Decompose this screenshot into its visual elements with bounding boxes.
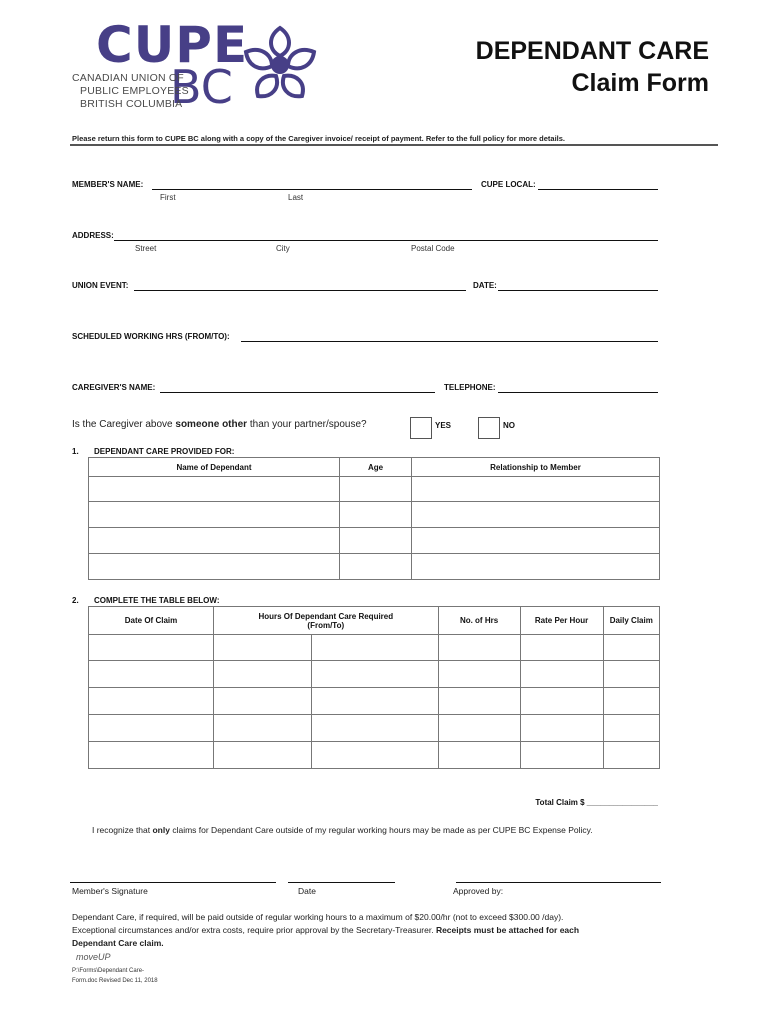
dependant-name-cell[interactable] <box>89 502 340 528</box>
claim-date-cell[interactable] <box>89 635 214 661</box>
recognize-post: claims for Dependant Care outside of my regular working hours may be made as per CUPE BC Expense Policy. <box>169 825 593 835</box>
dependant-age-cell[interactable] <box>340 502 412 528</box>
date-signature-label: Date <box>298 886 316 896</box>
logo-org-line3: BRITISH COLUMBIA <box>80 98 183 110</box>
street-caption: Street <box>135 244 157 253</box>
payment-note-line3: Dependant Care claim. <box>72 938 164 948</box>
dependant-relationship-cell[interactable] <box>412 477 660 502</box>
recognize-bold: only <box>152 825 170 835</box>
claim-from-cell[interactable] <box>214 715 312 742</box>
scheduled-hrs-field[interactable] <box>241 332 658 342</box>
dependant-table <box>88 457 660 580</box>
logo-bc-text: BC <box>170 60 233 114</box>
section2-number: 2. <box>72 596 79 605</box>
telephone-field[interactable] <box>498 383 658 393</box>
section1-number: 1. <box>72 447 79 456</box>
claim-to-cell[interactable] <box>312 661 439 688</box>
table-row <box>89 635 660 661</box>
col-no-of-hrs: No. of Hrs <box>438 607 520 635</box>
claim-daily-cell[interactable] <box>603 715 659 742</box>
col-rate-per-hour: Rate Per Hour <box>520 607 603 635</box>
logo-cupe-text: CUPE <box>96 16 249 74</box>
dependant-relationship-cell[interactable] <box>412 554 660 580</box>
approved-by-line[interactable] <box>456 882 661 883</box>
dependant-age-cell[interactable] <box>340 554 412 580</box>
cupe-flower-logo-icon <box>238 22 322 106</box>
claim-to-cell[interactable] <box>312 688 439 715</box>
claim-daily-cell[interactable] <box>603 661 659 688</box>
instructions-text: Please return this form to CUPE BC along with a copy of the Caregiver invoice/ receipt of payment. Refer to the full policy for more details. <box>72 134 566 143</box>
claim-from-cell[interactable] <box>214 661 312 688</box>
col-relationship: Relationship to Member <box>412 458 660 477</box>
table-row <box>89 554 660 580</box>
col-age: Age <box>340 458 412 477</box>
logo-org-line1: CANADIAN UNION OF <box>72 72 184 84</box>
table-row <box>89 742 660 769</box>
yes-checkbox[interactable] <box>410 417 432 439</box>
table-row <box>89 528 660 554</box>
claim-from-cell[interactable] <box>214 688 312 715</box>
dependant-name-cell[interactable] <box>89 528 340 554</box>
payment-note-line2 <box>72 925 579 935</box>
col-date-of-claim: Date Of Claim <box>89 607 214 635</box>
col-daily-claim: Daily Claim <box>603 607 659 635</box>
footer-path-line1: P:\Forms\Dependant Care- <box>72 968 145 974</box>
member-signature-label: Member's Signature <box>72 886 148 896</box>
table-row <box>89 502 660 528</box>
claim-to-cell[interactable] <box>312 715 439 742</box>
recognition-statement <box>92 825 593 835</box>
dependant-name-cell[interactable] <box>89 477 340 502</box>
moveup-logo: moveUP <box>76 952 111 962</box>
claim-date-cell[interactable] <box>89 742 214 769</box>
question-text-post: than your partner/spouse? <box>247 419 367 430</box>
claim-from-cell[interactable] <box>214 635 312 661</box>
first-name-caption: First <box>160 193 176 202</box>
city-caption: City <box>276 244 290 253</box>
table-row <box>89 688 660 715</box>
cupe-local-label: CUPE LOCAL: <box>481 180 536 189</box>
claim-hrs-cell[interactable] <box>438 661 520 688</box>
claim-table <box>88 606 660 769</box>
claim-to-cell[interactable] <box>312 635 439 661</box>
dependant-relationship-cell[interactable] <box>412 528 660 554</box>
claim-date-cell[interactable] <box>89 688 214 715</box>
union-event-label: UNION EVENT: <box>72 281 129 290</box>
approved-by-label: Approved by: <box>453 886 504 896</box>
claim-rate-cell[interactable] <box>520 661 603 688</box>
date-signature-line[interactable] <box>288 882 395 883</box>
dependant-age-cell[interactable] <box>340 477 412 502</box>
date-label: DATE: <box>473 281 497 290</box>
claim-rate-cell[interactable] <box>520 635 603 661</box>
postal-code-caption: Postal Code <box>411 244 455 253</box>
total-claim[interactable]: Total Claim $ ________________ <box>535 798 658 807</box>
section2-heading: COMPLETE THE TABLE BELOW: <box>94 596 220 605</box>
no-checkbox[interactable] <box>478 417 500 439</box>
table-row <box>89 715 660 742</box>
no-label: NO <box>503 421 515 430</box>
table-row <box>89 661 660 688</box>
claim-hrs-cell[interactable] <box>438 688 520 715</box>
cupe-local-field[interactable] <box>538 180 658 190</box>
claim-hrs-cell[interactable] <box>438 715 520 742</box>
claim-daily-cell[interactable] <box>603 742 659 769</box>
dependant-relationship-cell[interactable] <box>412 502 660 528</box>
union-event-field[interactable] <box>134 281 466 291</box>
members-name-field[interactable] <box>152 180 472 190</box>
col-hours-required <box>214 607 439 635</box>
scheduled-hrs-label: SCHEDULED WORKING HRS (FROM/TO): <box>72 332 230 341</box>
header-divider <box>70 144 718 146</box>
telephone-label: TELEPHONE: <box>444 383 496 392</box>
question-text-bold: someone other <box>175 419 248 430</box>
address-label: ADDRESS: <box>72 231 114 240</box>
payment-note-line1: Dependant Care, if required, will be paid outside of regular working hours to a maximum of $20.00/hr (not to exceed $300.00 /day). <box>72 912 564 922</box>
col-hours-line2: (From/To) <box>307 620 345 630</box>
caregiver-question <box>72 419 367 430</box>
claim-hrs-cell[interactable] <box>438 635 520 661</box>
claim-daily-cell[interactable] <box>603 688 659 715</box>
members-name-label: MEMBER'S NAME: <box>72 180 144 189</box>
note-line2-text: Exceptional circumstances and/or extra costs, require prior approval by the Secretary-Treasurer. <box>72 925 436 935</box>
form-title: DEPENDANT CARE <box>475 37 709 65</box>
caregiver-name-field[interactable] <box>160 383 435 393</box>
dependant-name-cell[interactable] <box>89 554 340 580</box>
claim-to-cell[interactable] <box>312 742 439 769</box>
col-hours-line1: Hours Of Dependant Care Required <box>258 611 394 621</box>
claim-rate-cell[interactable] <box>520 715 603 742</box>
claim-rate-cell[interactable] <box>520 742 603 769</box>
logo-org-line2: PUBLIC EMPLOYEES <box>80 85 189 97</box>
last-name-caption: Last <box>288 193 304 202</box>
table-row <box>89 477 660 502</box>
claim-rate-cell[interactable] <box>520 688 603 715</box>
claim-date-cell[interactable] <box>89 715 214 742</box>
footer-path-line2: Form.doc Revised Dec 11, 2018 <box>72 978 158 984</box>
form-subtitle: Claim Form <box>571 69 709 97</box>
claim-daily-cell[interactable] <box>603 635 659 661</box>
yes-label: YES <box>435 421 452 430</box>
note-line2-bold: Receipts must be attached for each <box>435 925 580 935</box>
question-text-pre: Is the Caregiver above <box>72 419 176 430</box>
claim-date-cell[interactable] <box>89 661 214 688</box>
dependant-age-cell[interactable] <box>340 528 412 554</box>
address-field[interactable] <box>114 231 658 241</box>
claim-hrs-cell[interactable] <box>438 742 520 769</box>
date-field[interactable] <box>498 281 658 291</box>
caregiver-name-label: CAREGIVER'S NAME: <box>72 383 156 392</box>
member-signature-line[interactable] <box>70 882 276 883</box>
col-name-of-dependant: Name of Dependant <box>89 458 340 477</box>
claim-from-cell[interactable] <box>214 742 312 769</box>
section1-heading: DEPENDANT CARE PROVIDED FOR: <box>94 447 235 456</box>
recognize-pre: I recognize that <box>92 825 153 835</box>
